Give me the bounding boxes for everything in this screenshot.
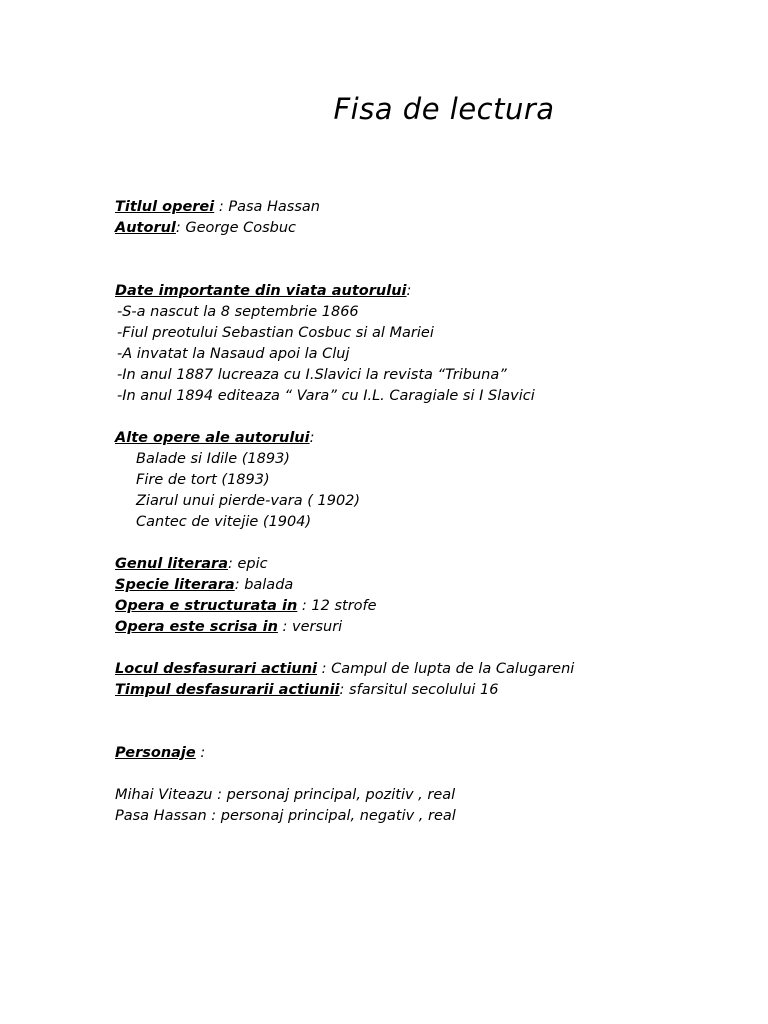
field-value: George Cosbuc: [185, 220, 297, 236]
field-species: [115, 575, 293, 595]
work-item: Cantec de vitejie (1904): [136, 514, 312, 530]
field-value: Campul de lupta de la Calugareni: [331, 661, 575, 677]
field-separator: :: [175, 220, 186, 236]
field-value: epic: [237, 556, 268, 572]
field-separator: :: [317, 661, 332, 677]
bio-item: -Fiul preotului Sebastian Cosbuc si al Mariei: [117, 325, 434, 341]
field-label: Locul desfasurari actiuni: [115, 661, 318, 677]
field-value: 12 strofe: [311, 598, 377, 614]
field-separator: :: [227, 556, 238, 572]
section-heading: Alte opere ale autorului: [115, 430, 310, 446]
field-genre: [115, 554, 268, 574]
field-separator: :: [277, 619, 293, 635]
work-item: Ziarul unui pierde-vara ( 1902): [136, 493, 361, 509]
field-separator: :: [234, 577, 245, 593]
section-heading: Personaje: [115, 745, 196, 761]
field-written-in: [115, 617, 342, 637]
field-value: sfarsitul secolului 16: [349, 682, 499, 698]
field-label: Opera este scrisa in: [115, 619, 278, 635]
bio-heading: [115, 281, 411, 301]
characters-heading: [115, 743, 205, 763]
bio-item: -In anul 1894 editeaza “ Vara” cu I.L. Caragiale si I Slavici: [117, 388, 535, 404]
work-item: Balade si Idile (1893): [136, 451, 290, 467]
bio-item: -In anul 1887 lucreaza cu I.Slavici la revista “Tribuna”: [117, 367, 507, 383]
bio-item: -A invatat la Nasaud apoi la Cluj: [117, 346, 350, 362]
field-label: Genul literara: [115, 556, 228, 572]
heading-suffix: :: [406, 283, 412, 299]
character-item: Pasa Hassan : personaj principal, negativ , real: [115, 808, 456, 824]
field-label: Timpul desfasurarii actiunii: [115, 682, 340, 698]
field-separator: :: [339, 682, 350, 698]
heading-suffix: :: [309, 430, 315, 446]
section-heading: Date importante din viata autorului: [115, 283, 407, 299]
field-value: Pasa Hassan: [228, 199, 320, 215]
document-title: Fisa de lectura: [333, 92, 555, 126]
field-separator: :: [297, 598, 312, 614]
field-label: Specie literara: [115, 577, 235, 593]
field-separator: :: [214, 199, 229, 215]
heading-suffix: :: [195, 745, 206, 761]
work-item: Fire de tort (1893): [136, 472, 270, 488]
field-time: [115, 680, 498, 700]
works-heading: [115, 428, 314, 448]
field-label: Opera e structurata in: [115, 598, 298, 614]
field-label: Titlul operei: [115, 199, 215, 215]
field-value: versuri: [292, 619, 343, 635]
field-label: Autorul: [115, 220, 176, 236]
field-place: [115, 659, 574, 679]
field-value: balada: [244, 577, 294, 593]
character-item: Mihai Viteazu : personaj principal, pozitiv , real: [115, 787, 456, 803]
bio-item: -S-a nascut la 8 septembrie 1866: [117, 304, 359, 320]
field-author: [115, 218, 296, 238]
field-title-of-work: [115, 197, 320, 217]
field-structure: [115, 596, 377, 616]
